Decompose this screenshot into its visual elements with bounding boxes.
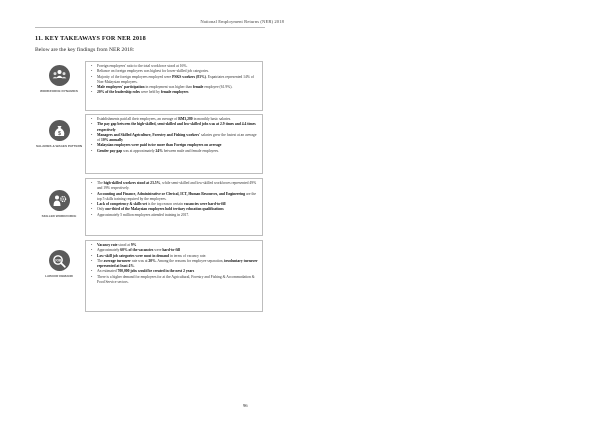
icon-cell	[35, 250, 83, 279]
finding-text: .	[134, 264, 135, 269]
finding-text: stood at	[117, 243, 131, 247]
finding-bullet	[97, 133, 258, 144]
finding-bullet	[97, 192, 258, 203]
finding-text: The	[97, 181, 104, 185]
finding-highlight: Male employees' participation	[97, 85, 145, 90]
icon-cell	[35, 120, 83, 149]
finding-text: Majority of the foreign employees employed were	[97, 74, 173, 79]
findings-box	[85, 178, 263, 236]
finding-highlight: 20% of the leadership roles	[97, 90, 140, 95]
finding-highlight: The pay gap between the high-skilled, semi-skilled and low-skilled jobs was at 2.9 times and 4.4 times respectively	[97, 122, 256, 132]
finding-text: were held by	[139, 90, 161, 95]
finding-highlight: female employees	[160, 90, 189, 95]
finding-highlight: Vacancy rate	[97, 243, 118, 247]
svg-text:$: $	[57, 130, 61, 137]
icon-caption: WORKFORCE DYNAMICS	[40, 89, 78, 93]
finding-highlight: involuntary turnover represented at least 4%	[97, 258, 258, 269]
finding-text: , while semi-skilled and low-skilled workforces represented 49% and 19% respectively.	[97, 181, 257, 191]
finding-text: Approximately	[97, 248, 121, 253]
section-intro: Below are the key findings from NER 2018:	[35, 47, 135, 53]
people-group-icon	[49, 65, 70, 86]
finding-highlight: Managers and Skilled Agriculture, Forestry and Fishing workers'	[97, 132, 201, 137]
section-title: 11. KEY TAKEAWAYS FOR NER 2018	[35, 35, 146, 42]
icon-caption: SALARIES & WAGES PATTERN	[35, 144, 83, 148]
worker-gear-icon	[49, 190, 70, 211]
icon-caption: LABOUR DEMAND	[45, 274, 73, 278]
icon-caption: SKILLED WORKFORCE	[41, 214, 77, 218]
finding-text: . Expatriates represented 14% of Non-Malaysian employees.	[97, 74, 254, 84]
finding-bullet	[97, 275, 258, 286]
svg-text:JOB: JOB	[54, 258, 62, 263]
finding-text: Reliance on foreign employees was highest for lower-skilled job categories.	[97, 69, 209, 74]
finding-bullet	[97, 181, 258, 192]
finding-highlight: Gender pay gap	[97, 148, 123, 153]
finding-highlight: PSKS workers (83%)	[172, 74, 206, 79]
finding-bullet	[97, 259, 258, 270]
finding-text: Establishments paid all their employees, an average of	[97, 117, 179, 121]
finding-text: in monthly basic salaries.	[192, 117, 232, 121]
finding-text: between male and female employees.	[162, 148, 220, 153]
finding-highlight: 60% of the vacancies	[120, 248, 154, 253]
finding-highlight: Accounting and Finance, Administrative or Clerical, ICT, Human Resources, and Engineering	[97, 191, 246, 196]
finding-text: The	[97, 258, 104, 263]
finding-text: There is a higher demand for employees for at the Agricultural, Forestry and Fishing & Accommodation & Food Service sectors.	[97, 274, 255, 285]
header-rule	[35, 27, 265, 28]
finding-highlight: 700,000 jobs would be created in the next 2 years	[117, 269, 195, 274]
finding-bullet	[97, 90, 258, 95]
finding-highlight: Lack of competency & skills-set	[97, 202, 147, 207]
finding-bullet	[97, 122, 258, 133]
running-header: National Employment Returns (NER) 2018	[200, 19, 284, 24]
money-bag-icon	[49, 120, 70, 141]
finding-highlight: Low-skill job categories were most in demand	[97, 253, 170, 258]
finding-text: in terms of vacancy rate.	[169, 253, 207, 258]
finding-text: are the top 5 skills training required by the employees.	[97, 191, 256, 201]
finding-highlight: 10% annually	[101, 138, 124, 143]
finding-bullet	[97, 149, 258, 154]
findings-box	[85, 240, 263, 312]
icon-cell	[35, 190, 83, 219]
finding-highlight: one-third of the Malaysian employees hold tertiary education qualifications	[105, 207, 224, 212]
finding-highlight: average turnover	[103, 258, 131, 263]
finding-highlight: RM3,280	[178, 117, 193, 121]
finding-text: Approximately 5 million employees attended training in 2017.	[97, 212, 190, 217]
finding-highlight: 24%	[155, 148, 163, 153]
finding-text: were	[153, 248, 163, 253]
finding-text: in employment was higher than	[144, 85, 193, 90]
finding-text: employee (61.9%).	[203, 85, 233, 90]
finding-text: was at approximately	[122, 148, 156, 153]
finding-highlight: hard-to-fill	[162, 248, 180, 253]
finding-text: is the top reason certain	[146, 202, 184, 207]
finding-highlight: female	[192, 85, 204, 90]
finding-highlight: vacancies were hard-to-fill	[183, 202, 226, 207]
page-number: 96	[243, 403, 248, 408]
findings-box	[85, 114, 263, 174]
finding-highlight: 9%	[130, 243, 137, 247]
findings-box	[85, 61, 263, 111]
finding-text: Foreign employees' ratio to the total workforce stood at 16%.	[97, 64, 188, 68]
finding-text: Only	[97, 207, 106, 212]
finding-text: An estimated	[97, 269, 118, 274]
finding-highlight: Malaysian employees were paid twice more than Foreign employees on average	[97, 143, 222, 148]
finding-text: . Among the reasons for employee separation,	[155, 258, 225, 263]
finding-bullet	[97, 213, 258, 218]
finding-text: rate was at	[130, 258, 149, 263]
finding-text: salaries grew the fastest at an average of	[97, 132, 257, 143]
finding-bullet	[97, 75, 258, 86]
finding-highlight: 20%	[148, 258, 156, 263]
icon-cell	[35, 65, 83, 94]
job-search-icon	[49, 250, 70, 271]
finding-highlight: high-skilled workers stood at 23.5%	[103, 181, 161, 185]
